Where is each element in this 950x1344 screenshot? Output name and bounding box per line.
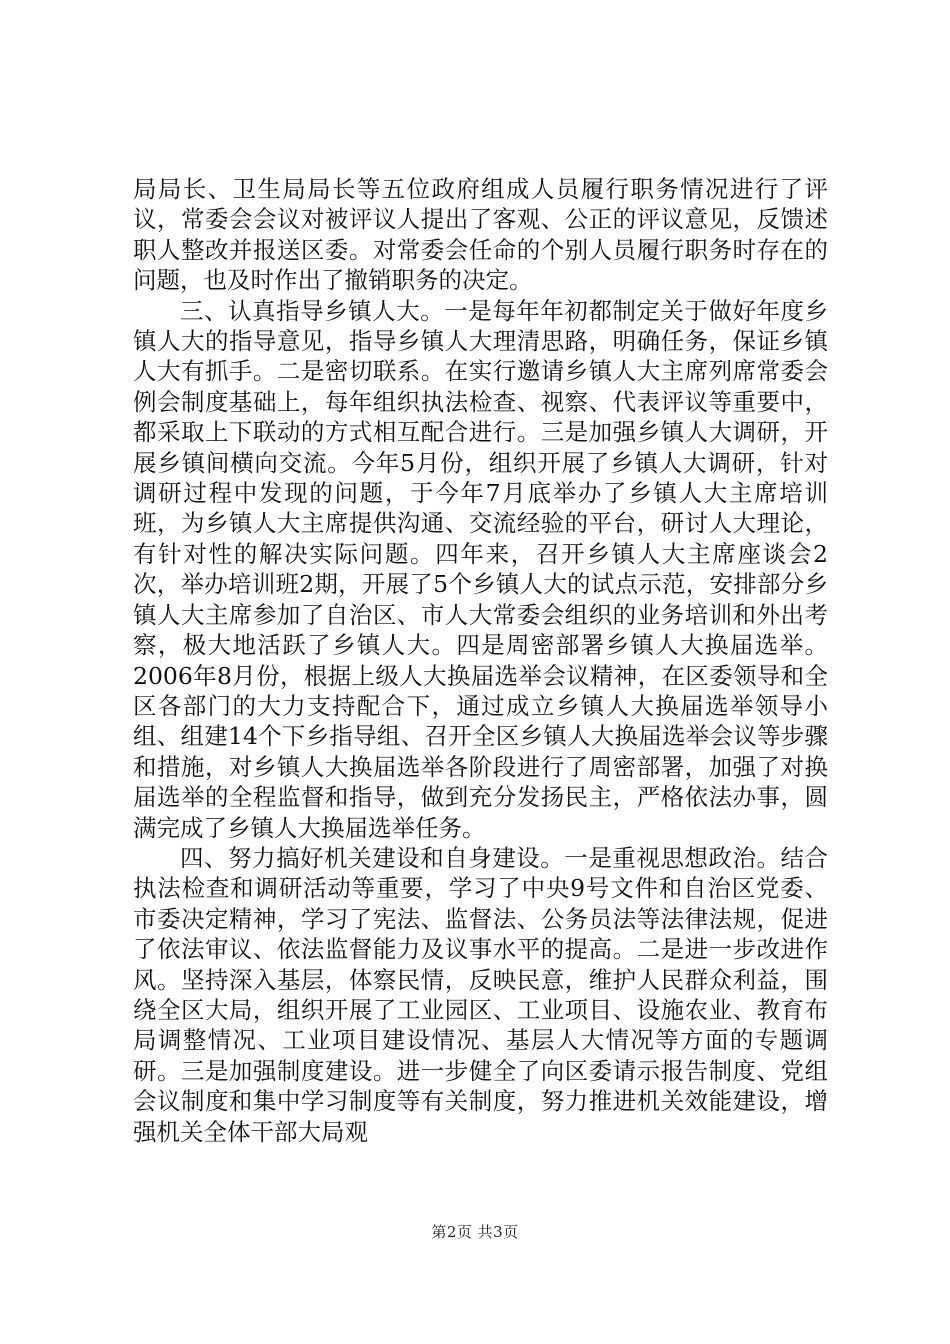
document-body [133,174,828,1147]
page-number-footer: 第2页 共3页 [431,1223,519,1241]
paragraph-section-three: 三、认真指导乡镇人大。一是每年年初都制定关于做好年度乡镇人大的指导意见，指导乡镇人大理清思路，明确任务，保证乡镇人大有抓手。二是密切联系。在实行邀请乡镇人大主席列席常委会例会制度基础上，每年组织执法检查、视察、代表评议等重要中，都采取上下联动的方式相互配合进行。三是加强乡镇人大调研，开展乡镇间横向交流。今年5月份，组织开展了乡镇人大调研，针对调研过程中发现的问题，于今年7月底举办了乡镇人大主席培训班，为乡镇人大主席提供沟通、交流经验的平台，研讨人大理论，有针对性的解决实际问题。四年来，召开乡镇人大主席座谈会2次，举办培训班2期，开展了5个乡镇人大的试点示范，安排部分乡镇人大主席参加了自治区、市人大常委会组织的业务培训和外出考察，极大地活跃了乡镇人大。四是周密部署乡镇人大换届选举。2006年8月份，根据上级人大换届选举会议精神，在区委领导和全区各部门的大力支持配合下，通过成立乡镇人大换届选举领导小组、组建14个下乡指导组、召开全区乡镇人大换届选举会议等步骤和措施，对乡镇人大换届选举各阶段进行了周密部署，加强了对换届选举的全程监督和指导，做到充分发扬民主，严格依法办事，圆满完成了乡镇人大换届选举任务。 [133,296,828,842]
paragraph-section-four: 四、努力搞好机关建设和自身建设。一是重视思想政治。结合执法检查和调研活动等重要，学习了中央9号文件和自治区党委、市委决定精神，学习了宪法、监督法、公务员法等法律法规，促进了依法审议、依法监督能力及议事水平的提高。二是进一步改进作风。坚持深入基层，体察民情，反映民意，维护人民群众利益，围绕全区大局，组织开展了工业园区、工业项目、设施农业、教育布局调整情况、工业项目建设情况、基层人大情况等方面的专题调研。三是加强制度建设。进一步健全了向区委请示报告制度、党组会议制度和集中学习制度等有关制度，努力推进机关效能建设，增强机关全体干部大局观 [133,843,828,1146]
paragraph-continuation: 局局长、卫生局局长等五位政府组成人员履行职务情况进行了评议，常委会会议对被评议人提出了客观、公正的评议意见，反馈述职人整改并报送区委。对常委会任命的个别人员履行职务时存在的问题，也及时作出了撤销职务的决定。 [133,175,828,295]
